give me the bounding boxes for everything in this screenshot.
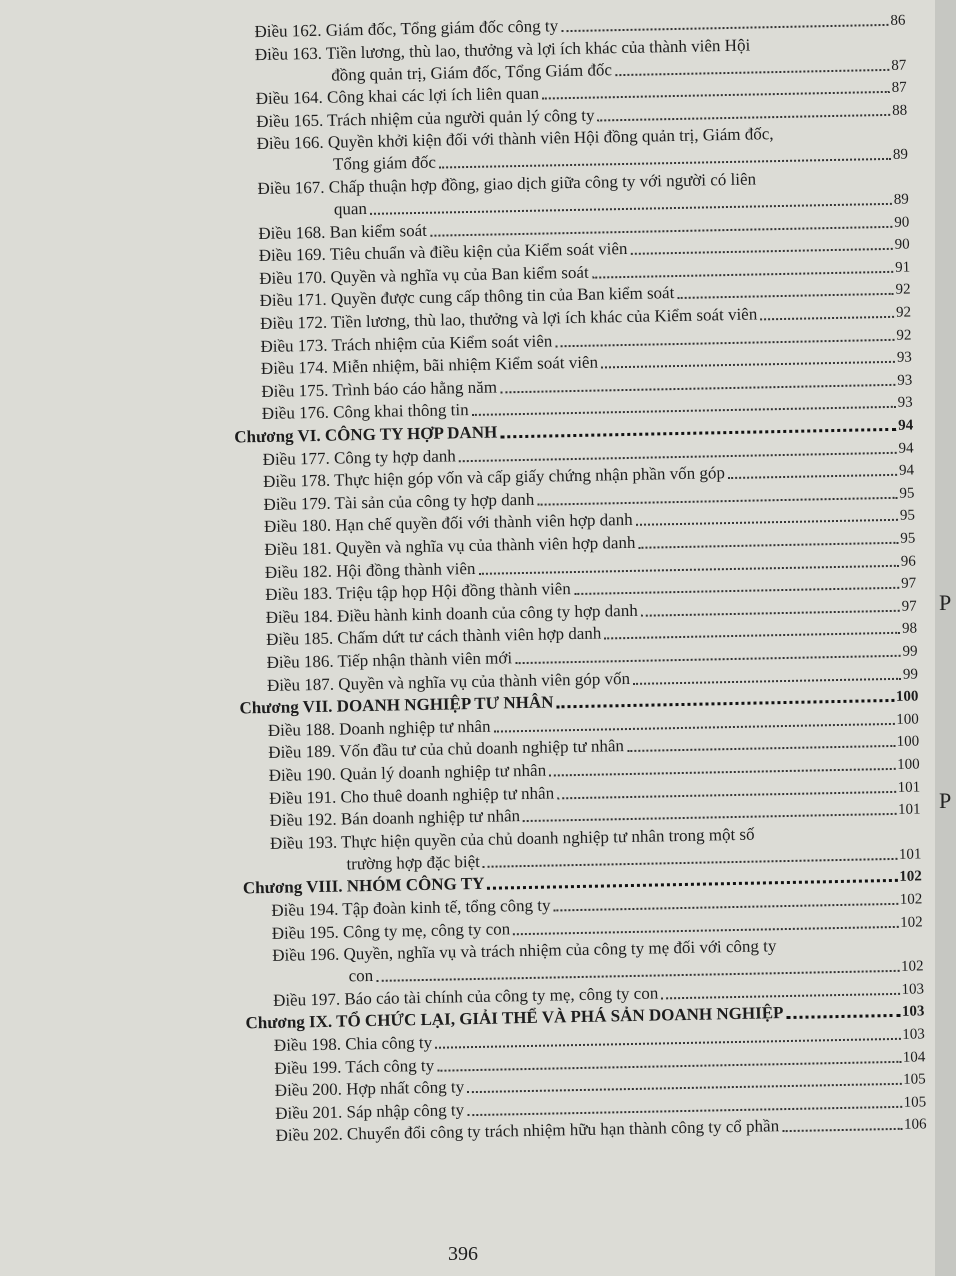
toc-page-ref: 103 — [901, 1003, 925, 1021]
dot-leader — [554, 903, 898, 912]
dot-leader — [677, 293, 893, 299]
toc-entry-title: Điều 189. Vốn đầu tư của chủ doanh nghiệp tư nhân — [268, 736, 625, 763]
toc-entry-title: Điều 180. Hạn chế quyền đối với thành viên hợp danh — [263, 510, 633, 537]
toc-entry-title: Điều 162. Giám đốc, Tổng giám đốc công ty — [254, 16, 559, 42]
edge-fragment: P — [939, 590, 952, 615]
dot-leader — [537, 497, 897, 506]
toc-page-ref: 105 — [903, 1071, 926, 1088]
toc-page-ref: 99 — [902, 643, 918, 660]
toc-page-ref: 94 — [898, 440, 914, 457]
toc-page-ref: 91 — [894, 259, 911, 276]
toc-page-ref: 103 — [901, 981, 925, 998]
toc-entry-title: Điều 177. Công ty hợp danh — [262, 445, 456, 469]
toc-entry-title: Điều 163. Tiền lương, thù lao, thưởng và lợi ích khác của thành viên Hội — [254, 35, 751, 64]
toc-entry-title: Điều 167. Chấp thuận hợp đồng, giao dịch giữa công ty với người có liên — [257, 169, 757, 199]
toc-page-ref: 92 — [895, 304, 912, 321]
toc-page-ref: 103 — [902, 1026, 926, 1043]
toc-page-ref: 90 — [894, 214, 910, 231]
toc-page-ref: 95 — [899, 485, 915, 502]
toc-page-ref: 89 — [892, 146, 909, 164]
toc-entry-title: Điều 170. Quyền và nghĩa vụ của Ban kiểm soát — [259, 262, 589, 288]
toc-entry-title: Điều 199. Tách công ty — [274, 1055, 435, 1078]
toc-entry-title: Chương IX. TỔ CHỨC LẠI, GIẢI THỂ VÀ PHÁ SẢN DOANH NGHIỆP — [245, 1003, 784, 1033]
dot-leader — [513, 925, 898, 934]
toc-entry-title: Điều 183. Triệu tập họp Hội đồng thành viên — [265, 579, 571, 605]
dot-leader — [601, 361, 895, 369]
dot-leader — [549, 768, 895, 777]
toc-entry-continuation: đồng quản trị, Giám đốc, Tổng Giám đốc — [331, 59, 613, 85]
page-number: 396 — [448, 1243, 478, 1265]
dot-leader — [561, 24, 888, 32]
dot-leader — [633, 677, 901, 684]
toc-entry-title: Điều 200. Hợp nhất công ty — [274, 1077, 465, 1101]
toc-entry-title: Điều 174. Miễn nhiệm, bãi nhiệm Kiểm soát viên — [260, 352, 599, 379]
toc-page-ref: 106 — [903, 1116, 927, 1134]
toc-page-ref: 97 — [901, 598, 917, 615]
dot-leader — [636, 519, 898, 526]
toc-page-ref: 92 — [896, 327, 912, 344]
toc-entry-title: Điều 190. Quản lý doanh nghiệp tư nhân — [268, 760, 547, 785]
dot-leader — [439, 158, 891, 169]
toc-page-ref: 89 — [893, 191, 909, 208]
toc-page-ref: 98 — [901, 620, 918, 638]
dot-leader — [598, 114, 891, 122]
toc-entry-title: Điều 168. Ban kiểm soát — [258, 220, 428, 243]
toc-page-ref: 101 — [897, 779, 921, 796]
toc-page-ref: 100 — [897, 756, 920, 773]
toc-entry-title: Điều 166. Quyền khởi kiện đối với thành viên Hội đồng quản trị, Giám đốc, — [256, 124, 774, 154]
toc-entry-title: Điều 198. Chia công ty — [273, 1032, 433, 1055]
toc-page-ref: 97 — [901, 575, 917, 592]
toc-entry-title: Điều 191. Cho thuê doanh nghiệp tư nhân — [269, 783, 555, 808]
toc-page-ref: 101 — [897, 801, 921, 819]
dot-leader — [782, 1128, 902, 1132]
dot-leader — [555, 338, 894, 347]
toc-entry-title: Điều 195. Công ty mẹ, công ty con — [271, 918, 511, 943]
dot-leader — [574, 587, 899, 595]
toc-page-ref: 87 — [891, 79, 907, 97]
toc-entry-title: Điều 165. Trách nhiệm của người quản lý công ty — [256, 105, 595, 131]
toc-page-ref: 95 — [900, 530, 916, 547]
toc-entry-title: Điều 188. Doanh nghiệp tư nhân — [267, 716, 491, 740]
toc-entry-title: Điều 194. Tập đoàn kinh tế, tổng công ty — [271, 895, 551, 920]
dot-leader — [604, 632, 900, 640]
dot-leader — [661, 993, 899, 1000]
toc-entry-title: Điều 201. Sáp nhập công ty — [275, 1100, 465, 1123]
toc-page-ref: 93 — [897, 372, 913, 389]
adjacent-page-edge — [935, 0, 956, 1276]
toc-entry-title: Điều 179. Tài sản của công ty hợp danh — [263, 489, 535, 514]
edge-fragment: P — [939, 788, 952, 813]
toc-entry-title: Điều 185. Chấm dứt tư cách thành viên hợp danh — [265, 623, 602, 650]
toc-page-ref: 100 — [896, 733, 920, 751]
toc-entry-title: Điều 175. Trình báo cáo hằng năm — [261, 377, 498, 401]
toc-page-ref: 88 — [891, 102, 908, 119]
toc-page-ref: 93 — [896, 349, 913, 366]
toc-page-ref: 105 — [903, 1094, 927, 1111]
toc-entry-title: Điều 193. Thực hiện quyền của chủ doanh nghiệp tư nhân trong một số — [269, 824, 755, 853]
toc-entry-continuation: trường hợp đặc biệt — [346, 851, 481, 874]
toc-entry-title: Điều 173. Trách nhiệm của Kiểm soát viên — [260, 331, 553, 356]
toc-entry-title: Điều 196. Quyền, nghĩa vụ và trách nhiệm của công ty mẹ đối với công ty — [272, 936, 777, 966]
toc-entry-continuation: quan — [333, 198, 368, 219]
toc-page-ref: 96 — [900, 553, 916, 570]
toc-entry-title: Điều 202. Chuyển đổi công ty trách nhiệm hữu hạn thành công ty cổ phần — [275, 1116, 780, 1146]
toc-entry-title: Điều 197. Báo cáo tài chính của công ty mẹ, công ty con — [272, 983, 659, 1010]
toc-page-ref: 95 — [899, 507, 916, 525]
toc-entry-title: Điều 169. Tiêu chuẩn và điều kiện của Kiểm soát viên — [258, 239, 628, 266]
toc-entry-title: Điều 172. Tiền lương, thù lao, thưởng và lợi ích khác của Kiểm soát viên — [259, 304, 758, 334]
dot-leader — [728, 474, 897, 479]
toc-entry-title: Chương VIII. NHÓM CÔNG TY — [242, 874, 485, 898]
toc-page-ref: 94 — [898, 417, 914, 434]
dot-leader — [557, 790, 896, 798]
toc-entry-title: Điều 186. Tiếp nhận thành viên mới — [266, 648, 513, 672]
toc-entry-title: Điều 184. Điều hành kinh doanh của công ty hợp danh — [265, 600, 638, 627]
toc-entry-title: Chương VII. DOANH NGHIỆP TƯ NHÂN — [239, 692, 554, 718]
toc-page-ref: 104 — [902, 1048, 926, 1066]
toc-page-ref: 102 — [899, 891, 923, 908]
toc-entry-continuation: con — [348, 966, 374, 986]
toc-page-ref: 99 — [902, 666, 919, 683]
dot-leader — [639, 542, 899, 549]
dot-leader — [542, 91, 890, 100]
dot-leader — [627, 745, 895, 752]
toc-page-ref: 100 — [895, 688, 919, 706]
toc-page-ref: 102 — [900, 914, 923, 931]
toc-entry-title: Điều 187. Quyền và nghĩa vụ của thành viên góp vốn — [266, 668, 631, 695]
toc-page-ref: 93 — [897, 394, 913, 412]
toc-page-ref: 102 — [899, 868, 922, 886]
toc-entry-title: Điều 182. Hội đồng thành viên — [264, 558, 476, 582]
toc-entry-title: Điều 176. Công khai thông tin — [261, 400, 469, 424]
toc-page-ref: 102 — [900, 958, 924, 976]
toc-entry-continuation: Tổng giám đốc — [332, 153, 437, 174]
toc-page-ref: 94 — [898, 462, 915, 479]
dot-leader — [523, 813, 896, 822]
dot-leader — [557, 699, 894, 708]
dot-leader — [615, 68, 889, 75]
toc-page-ref: 86 — [890, 12, 906, 29]
toc-page-ref: 87 — [891, 57, 907, 74]
dot-leader — [641, 610, 900, 617]
dot-leader — [592, 271, 893, 279]
toc-entry-title: Điều 192. Bán doanh nghiệp tư nhân — [269, 806, 521, 831]
toc-entry-title: Điều 181. Quyền và nghĩa vụ của thành viên hợp danh — [264, 532, 636, 559]
toc-entry-title: Điều 178. Thực hiện góp vốn và cấp giấy chứng nhận phần vốn góp — [262, 463, 726, 492]
toc-entry-title: Điều 171. Quyền được cung cấp thông tin của Ban kiểm soát — [259, 283, 675, 311]
toc-page-ref: 92 — [895, 281, 911, 299]
toc-entry-title: Chương VI. CÔNG TY HỢP DANH — [234, 422, 498, 447]
dot-leader — [760, 316, 894, 321]
toc-page-ref: 101 — [898, 846, 922, 863]
dot-leader — [631, 248, 893, 255]
toc-page-ref: 100 — [896, 711, 919, 728]
dot-leader — [787, 1014, 900, 1019]
toc-entry-title: Điều 164. Công khai các lợi ích liên quan — [255, 83, 540, 109]
toc-page-ref: 90 — [894, 236, 910, 254]
